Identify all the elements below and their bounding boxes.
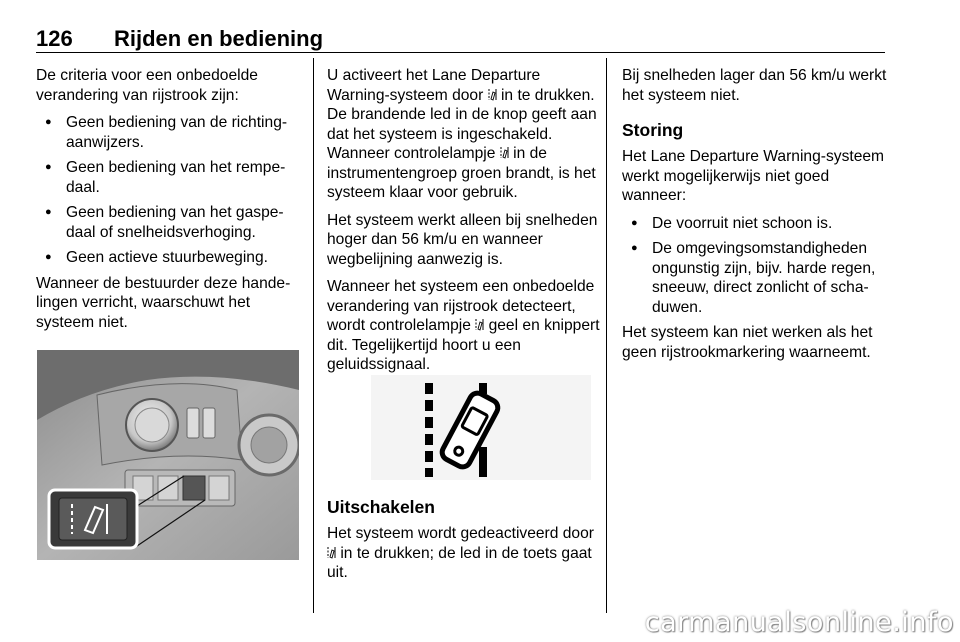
no-marking-paragraph: Het systeem kan niet werken als het geen rijstrookmarkering waarneemt. (622, 324, 873, 361)
page-header (36, 26, 885, 53)
detection-paragraph (327, 277, 602, 375)
detection-text-b: geel en knippert dit. Tegelijkertijd hoort u een geluidssignaal. (327, 317, 600, 373)
speed-condition-paragraph: Het systeem werkt alleen bij snelheden hoger dan 56 km/u en wanneer wegbelijning aanwezig is. (327, 211, 598, 268)
page-title: Rijden en bediening (114, 26, 324, 51)
lane-departure-icon (500, 146, 509, 159)
activation-paragraph (327, 66, 602, 203)
list-item: ● Geen actieve stuurbeweging. (36, 248, 304, 268)
list-item: ● De omgevingsomstandigheden ongunstig zijn, bijv. harde regen, sneeuw, direct zonlicht of schaduwen. (622, 239, 892, 317)
list-item: ● Geen bediening van de richtingaanwijzers. (36, 113, 304, 152)
criteria-list (36, 113, 304, 268)
list-item: ● Geen bediening van het rempedaal. (36, 158, 304, 197)
warning-note: Wanneer de bestuurder deze handelingen verricht, waarschuwt het systeem niet. (36, 274, 291, 331)
deactivation-paragraph (327, 524, 602, 583)
column-divider (606, 58, 607, 613)
list-item: ● Geen bediening van het gaspedaal of snelheidsverhoging. (36, 203, 304, 242)
detection-text-a: Wanneer het systeem een onbedoelde verandering van rijstrook detecteert, wordt controlelampje (327, 278, 595, 334)
lane-departure-icon (327, 546, 336, 559)
dashboard-illustration (37, 350, 299, 560)
activation-text-b: in te drukken. De brandende led in de knop geeft aan dat het systeem is ingeschakeld. Wanneer controlelampje (327, 86, 597, 162)
watermark: carmanualsonline.info (644, 607, 954, 638)
activation-text-c: in de instrumentengroep groen brandt, is het systeem klaar voor gebruik. (327, 145, 596, 201)
dashboard-switch-photo (37, 350, 299, 560)
lane-departure-symbol (371, 375, 591, 480)
section-heading-storing: Storing (622, 120, 684, 140)
lane-departure-icon (488, 88, 497, 101)
column-1 (36, 66, 304, 374)
deactivation-text-b: in te drukken; de led in de toets gaat uit. (327, 544, 592, 581)
fault-conditions-list (622, 214, 892, 318)
low-speed-paragraph: Bij snelheden lager dan 56 km/u werkt het systeem niet. (622, 67, 887, 104)
column-2 (327, 66, 602, 383)
criteria-intro: De criteria voor een onbedoelde verandering van rijstrook zijn: (36, 67, 258, 104)
column-3 (622, 66, 892, 370)
list-item: ● De voorruit niet schoon is. (622, 214, 892, 234)
activation-text-a: U activeert het Lane Departure Warning-systeem door (327, 67, 541, 104)
column-divider (313, 58, 314, 613)
deactivation-text-a: Het systeem wordt gedeactiveerd door (327, 525, 594, 542)
section-heading-uitschakelen: Uitschakelen (327, 497, 435, 517)
column-2-lower (327, 496, 602, 591)
lane-departure-symbol-icon (371, 375, 591, 480)
lane-departure-icon (475, 318, 484, 331)
fault-intro: Het Lane Departure Warning-systeem werkt mogelijkerwijs niet goed wanneer: (622, 148, 885, 204)
page-number: 126 (36, 26, 73, 51)
